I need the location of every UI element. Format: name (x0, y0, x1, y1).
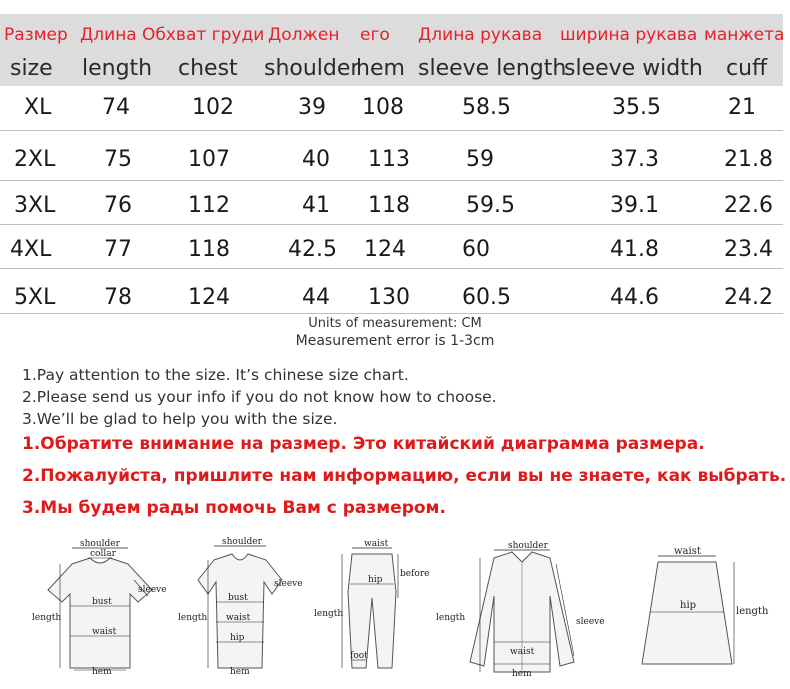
tshirt-diagram (30, 532, 170, 682)
header-ru-sleeve-width: ширина рукава (560, 25, 698, 45)
cell-sleeve-length: 60 (462, 237, 490, 262)
header-ru-length: Длина (80, 25, 137, 45)
cell-cuff: 21 (728, 95, 756, 120)
units-note: Units of measurement: CM (308, 316, 482, 331)
note-ru-1: 1.Обратите внимание на размер. Это китайский диаграмма размера. (22, 434, 705, 454)
cell-sleeve-length: 59.5 (466, 193, 515, 218)
pants-waist-label: waist (364, 539, 389, 549)
shirt-diagram (434, 532, 614, 682)
row-divider (0, 180, 783, 181)
cell-sleeve-width: 39.1 (610, 193, 659, 218)
cell-hem: 108 (362, 95, 404, 120)
tshirt-hem-label: hem (92, 667, 112, 677)
blouse-hip-label: hip (230, 633, 245, 643)
cell-length: 77 (104, 237, 132, 262)
tshirt-sleeve-label: sleeve (138, 585, 167, 595)
cell-chest: 102 (192, 95, 234, 120)
shirt-shoulder-label: shoulder (508, 541, 548, 551)
cell-shoulder: 39 (298, 95, 326, 120)
header-en-shoulder: shoulder (264, 56, 360, 81)
cell-length: 75 (104, 147, 132, 172)
header-ru-chest: Обхват груди (142, 25, 265, 45)
cell-sleeve-width: 41.8 (610, 237, 659, 262)
shirt-waist-label: waist (510, 647, 535, 657)
cell-hem: 113 (368, 147, 410, 172)
blouse-bust-label: bust (228, 593, 248, 603)
row-divider (0, 268, 783, 269)
cell-chest: 112 (188, 193, 230, 218)
header-en-cuff: cuff (726, 56, 768, 81)
cell-cuff: 24.2 (724, 285, 773, 310)
cell-length: 78 (104, 285, 132, 310)
header-ru-sleeve-length: Длина рукава (418, 25, 543, 45)
shirt-length-label: length (436, 613, 466, 623)
note-en-3: 3.We’ll be glad to help you with the size. (22, 410, 338, 428)
cell-sleeve-width: 44.6 (610, 285, 659, 310)
header-en-size: size (10, 56, 53, 81)
header-en-hem: hem (356, 56, 405, 81)
note-ru-3: 3.Мы будем рады помочь Вам с размером. (22, 498, 446, 518)
cell-shoulder: 41 (302, 193, 330, 218)
tshirt-length-label: length (32, 613, 62, 623)
header-ru-size: Размер (4, 25, 68, 45)
cell-length: 74 (102, 95, 130, 120)
cell-hem: 124 (364, 237, 406, 262)
cell-cuff: 22.6 (724, 193, 773, 218)
cell-size: 3XL (14, 193, 56, 218)
header-ru-cuff: манжета (704, 25, 785, 45)
blouse-sleeve-label: sleeve (274, 579, 303, 589)
note-ru-2: 2.Пожалуйста, пришлите нам информацию, если вы не знаете, как выбрать. (22, 466, 787, 486)
cell-chest: 118 (188, 237, 230, 262)
blouse-waist-label: waist (226, 613, 251, 623)
cell-sleeve-length: 60.5 (462, 285, 511, 310)
skirt-length-label: length (736, 606, 769, 617)
cell-shoulder: 42.5 (288, 237, 337, 262)
cell-sleeve-length: 58.5 (462, 95, 511, 120)
cell-size: 5XL (14, 285, 56, 310)
row-divider (0, 313, 783, 314)
cell-hem: 130 (368, 285, 410, 310)
shirt-sleeve-label: sleeve (576, 617, 605, 627)
pants-hip-label: hip (368, 575, 383, 585)
header-en-length: length (82, 56, 153, 81)
header-en-sleeve-width: sleeve width (564, 56, 703, 81)
header-en-sleeve-length: sleeve length (418, 56, 567, 81)
note-en-2: 2.Please send us your info if you do not know how to choose. (22, 388, 497, 406)
cell-shoulder: 44 (302, 285, 330, 310)
skirt-waist-label: waist (674, 546, 701, 557)
pants-before-label: before (400, 569, 430, 579)
tshirt-collar-label: collar (90, 549, 116, 559)
error-note: Measurement error is 1-3cm (295, 333, 495, 349)
header-en-chest: chest (178, 56, 238, 81)
skirt-diagram (626, 532, 776, 682)
note-en-1: 1.Pay attention to the size. It’s chinese size chart. (22, 366, 409, 384)
cell-chest: 107 (188, 147, 230, 172)
cell-size: XL (24, 95, 52, 120)
cell-hem: 118 (368, 193, 410, 218)
cell-sleeve-width: 37.3 (610, 147, 659, 172)
cell-shoulder: 40 (302, 147, 330, 172)
pants-foot-label: foot (350, 651, 368, 661)
cell-cuff: 23.4 (724, 237, 773, 262)
pants-diagram (312, 532, 432, 682)
row-divider (0, 224, 783, 225)
tshirt-bust-label: bust (92, 597, 112, 607)
pants-length-label: length (314, 609, 344, 619)
cell-sleeve-length: 59 (466, 147, 494, 172)
cell-sleeve-width: 35.5 (612, 95, 661, 120)
blouse-diagram (178, 532, 308, 682)
cell-size: 4XL (10, 237, 52, 262)
blouse-hem-label: hem (230, 667, 250, 677)
row-divider (0, 130, 783, 131)
skirt-hip-label: hip (680, 600, 697, 611)
blouse-length-label: length (178, 613, 208, 623)
header-ru-hem: его (360, 25, 390, 45)
header-ru-shoulder: Должен (268, 25, 340, 45)
shirt-hem-label: hem (512, 669, 532, 679)
cell-cuff: 21.8 (724, 147, 773, 172)
cell-length: 76 (104, 193, 132, 218)
blouse-shoulder-label: shoulder (222, 537, 262, 547)
tshirt-waist-label: waist (92, 627, 117, 637)
tshirt-shoulder-label: shoulder (80, 539, 120, 549)
cell-size: 2XL (14, 147, 56, 172)
cell-chest: 124 (188, 285, 230, 310)
